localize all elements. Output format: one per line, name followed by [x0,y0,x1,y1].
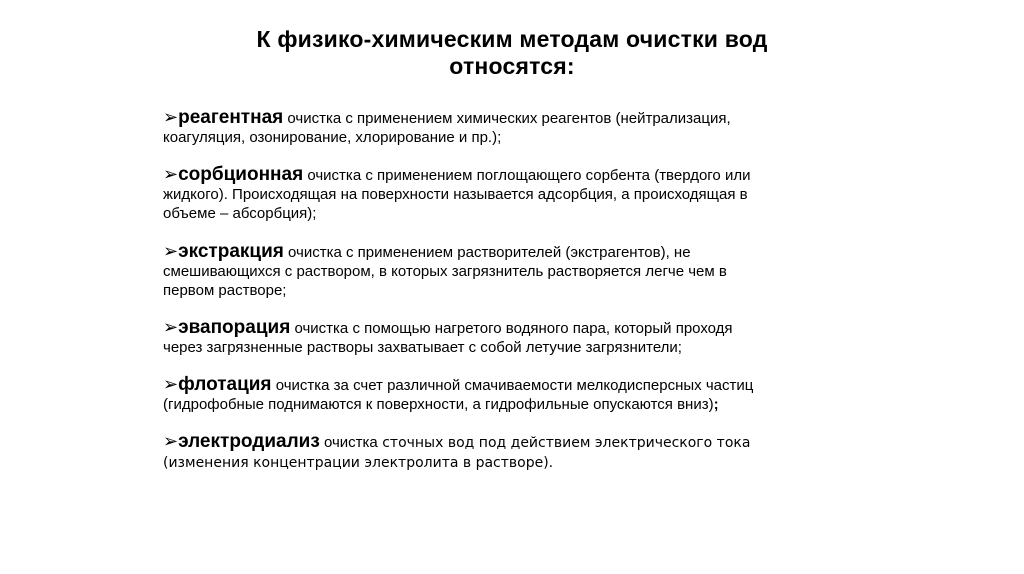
bullet-term: экстракция [178,241,284,262]
arrow-bullet-icon: ➢ [163,241,179,261]
title-line-1: К физико-химическим методам очистки вод [256,26,768,52]
bullet-text: очистка за счет различной смачиваемости мелкодисперсных частиц [271,377,754,394]
arrow-bullet-icon: ➢ [163,317,179,337]
bullet-flotation [163,375,863,414]
bullet-text: (гидрофобные поднимаются к поверхности, а гидрофильные опускаются вниз) [163,396,714,413]
bullet-text: очистка [319,434,378,451]
arrow-bullet-icon: ➢ [163,431,179,451]
bullet-list [163,108,863,493]
arrow-bullet-icon: ➢ [163,374,179,394]
bullet-text: очистка с применением химических реагентов (нейтрализация, [283,110,731,127]
bullet-electrodialysis [163,432,863,473]
bullet-text: очистка с помощью нагретого водяного пара, который проходя [290,320,733,337]
bullet-reagent [163,108,863,147]
bullet-tail: ; [713,396,719,413]
bullet-term: сорбционная [178,164,304,185]
bullet-term: электродиализ [178,431,320,452]
bullet-text: коагуляция, озонирование, хлорирование и пр.); [163,129,502,146]
title-line-2: относятся: [449,53,575,79]
slide-title [150,26,874,80]
bullet-evaporation [163,318,863,357]
bullet-term: флотация [178,374,272,395]
arrow-bullet-icon: ➢ [163,107,179,127]
bullet-text: через загрязненные растворы захватывает с собой летучие загрязнители; [163,339,682,356]
bullet-extraction [163,242,863,300]
bullet-text: объеме – абсорбция); [163,205,317,222]
bullet-text: смешивающихся с раствором, в которых загрязнитель растворяется легче чем в [163,263,727,280]
bullet-text: очистка с применением поглощающего сорбента (твердого или [303,167,751,184]
arrow-bullet-icon: ➢ [163,164,179,184]
bullet-text: жидкого). Происходящая на поверхности называется адсорбция, а происходящая в [163,186,748,203]
bullet-term: реагентная [178,107,284,128]
bullet-text: первом растворе; [163,282,287,299]
bullet-text: очистка с применением растворителей (экстрагентов), не [283,244,691,261]
bullet-sorption [163,165,863,223]
bullet-text: (изменения концентрации электролита в растворе). [163,455,554,471]
bullet-term: эвапорация [178,317,291,338]
bullet-text: сточных вод под действием электрического тока [377,435,751,451]
